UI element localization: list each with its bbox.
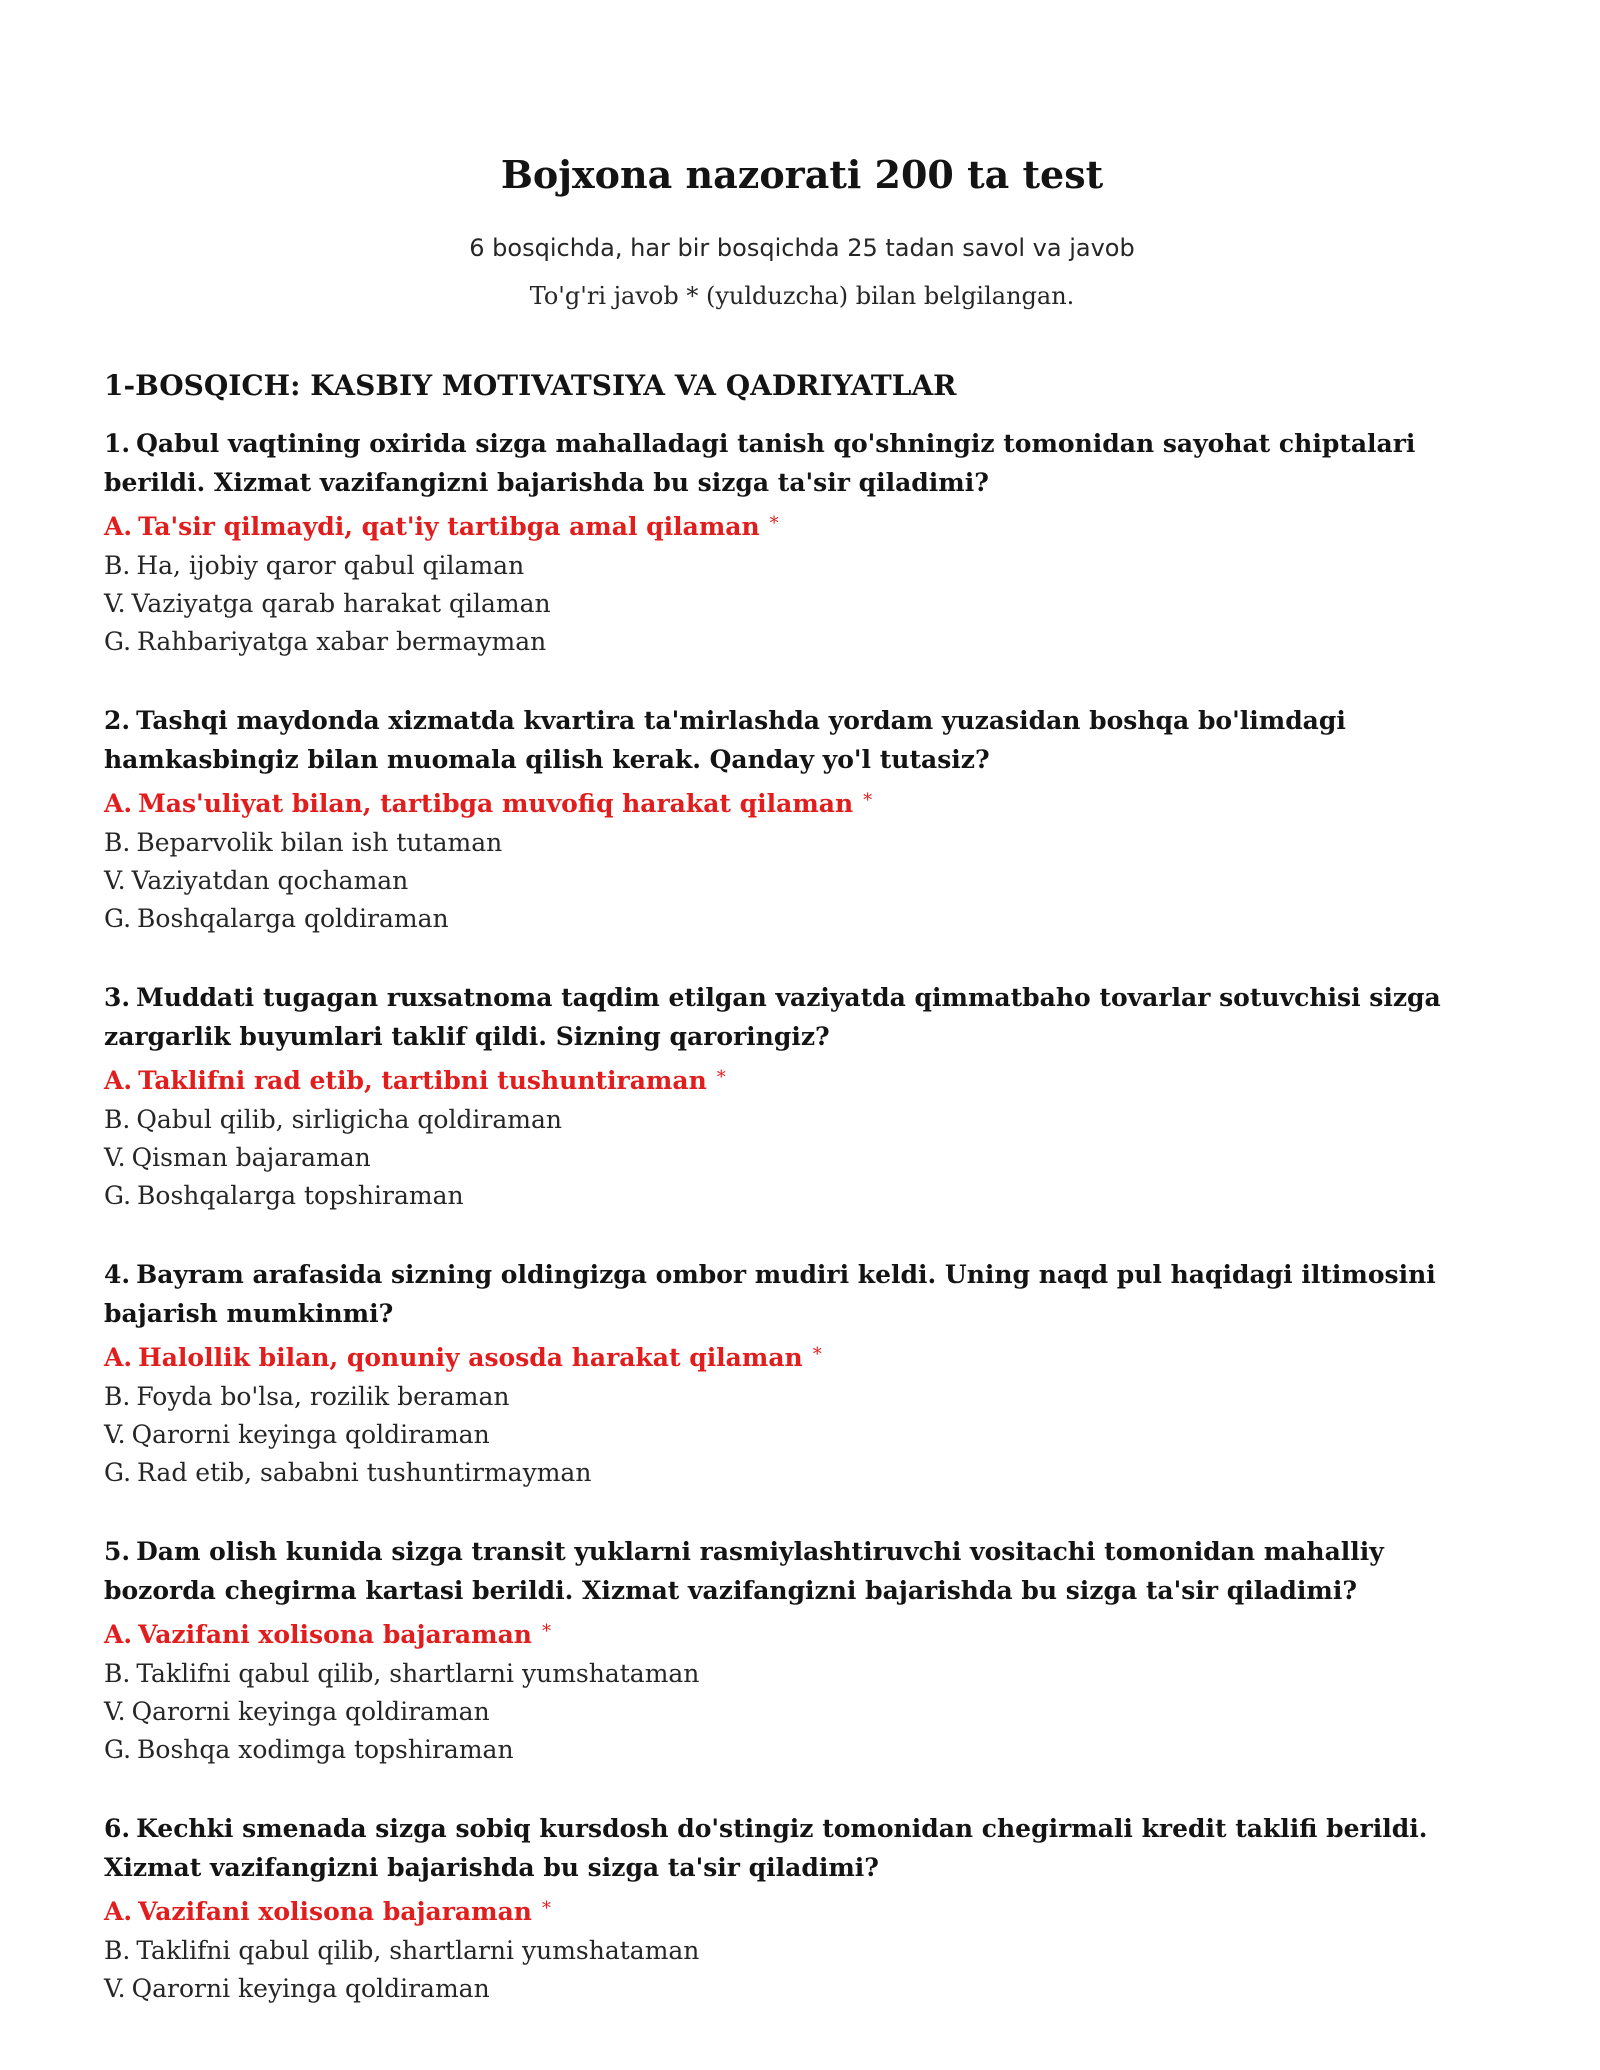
correct-answer-option bbox=[104, 1058, 1500, 1101]
correct-mark-asterisk: * bbox=[716, 1067, 726, 1088]
answer-option bbox=[104, 862, 1500, 900]
correct-answer-option bbox=[104, 1612, 1500, 1655]
answer-option bbox=[104, 623, 1500, 661]
option-letter: G. bbox=[104, 904, 132, 933]
answer-option bbox=[104, 1970, 1500, 2008]
option-letter: V. bbox=[104, 1420, 126, 1449]
option-text: Qarorni keyinga qoldiraman bbox=[131, 1420, 490, 1449]
option-letter: A. bbox=[104, 789, 133, 818]
question-text bbox=[104, 1809, 1500, 1887]
option-text: Boshqa xodimga topshiraman bbox=[137, 1735, 514, 1764]
option-letter: A. bbox=[104, 1620, 133, 1649]
document-header bbox=[104, 148, 1500, 320]
correct-answer-option bbox=[104, 781, 1500, 824]
question-number: 6. bbox=[104, 1814, 131, 1843]
answer-key-note: To'g'ri javob * (yulduzcha) bilan belgilangan. bbox=[529, 282, 1075, 310]
option-letter: A. bbox=[104, 512, 133, 541]
question-body: Bayram arafasida sizning oldingizga ombor mudiri keldi. Uning naqd pul haqidagi iltimosini bajarish mumkinmi? bbox=[104, 1260, 1436, 1328]
option-text: Halollik bilan, qonuniy asosda harakat qilaman bbox=[138, 1343, 803, 1372]
answer-option bbox=[104, 1378, 1500, 1416]
correct-mark-asterisk: * bbox=[541, 1621, 551, 1642]
correct-mark-asterisk: * bbox=[541, 1898, 551, 1919]
question-body: Muddati tugagan ruxsatnoma taqdim etilgan vaziyatda qimmatbaho tovarlar sotuvchisi sizga zargarlik buyumlari taklif qildi. Sizning qaroringiz? bbox=[104, 983, 1441, 1051]
question-text bbox=[104, 424, 1500, 502]
answer-option bbox=[104, 1177, 1500, 1215]
correct-mark-asterisk: * bbox=[863, 790, 873, 811]
option-text: Qabul qilib, sirligicha qoldiraman bbox=[136, 1105, 562, 1134]
correct-answer-option bbox=[104, 1335, 1500, 1378]
option-text: Foyda bo'lsa, rozilik beraman bbox=[136, 1382, 510, 1411]
correct-answer-option bbox=[104, 504, 1500, 547]
option-letter: A. bbox=[104, 1343, 133, 1372]
option-text: Mas'uliyat bilan, tartibga muvofiq harakat qilaman bbox=[138, 789, 854, 818]
option-letter: G. bbox=[104, 1181, 132, 1210]
answer-option bbox=[104, 547, 1500, 585]
option-text: Vaziyatga qarab harakat qilaman bbox=[131, 589, 551, 618]
option-text: Boshqalarga qoldiraman bbox=[137, 904, 449, 933]
option-text: Vazifani xolisona bajaraman bbox=[138, 1620, 532, 1649]
correct-mark-asterisk: * bbox=[812, 1344, 822, 1365]
answer-option bbox=[104, 1454, 1500, 1492]
question-body: Tashqi maydonda xizmatda kvartira ta'mirlashda yordam yuzasidan boshqa bo'limdagi hamkasbingiz bilan muomala qilish kerak. Qanday yo'l tutasiz? bbox=[104, 706, 1346, 774]
option-letter: V. bbox=[104, 1143, 126, 1172]
option-text: Vazifani xolisona bajaraman bbox=[138, 1897, 532, 1926]
correct-answer-option bbox=[104, 1889, 1500, 1932]
option-text: Qarorni keyinga qoldiraman bbox=[131, 1697, 490, 1726]
answer-option bbox=[104, 1416, 1500, 1454]
question-6 bbox=[104, 1809, 1500, 2008]
option-letter: B. bbox=[104, 1659, 131, 1688]
option-text: Taklifni qabul qilib, shartlarni yumshataman bbox=[136, 1659, 700, 1688]
answer-option bbox=[104, 900, 1500, 938]
option-letter: G. bbox=[104, 627, 132, 656]
answer-option bbox=[104, 585, 1500, 623]
option-letter: V. bbox=[104, 1697, 126, 1726]
option-letter: B. bbox=[104, 1105, 131, 1134]
question-body: Kechki smenada sizga sobiq kursdosh do'stingiz tomonidan chegirmali kredit taklifi berildi. Xizmat vazifangizni bajarishda bu sizga ta'sir qiladimi? bbox=[104, 1814, 1428, 1882]
document-subtitle: 6 bosqichda, har bir bosqichda 25 tadan savol va javob bbox=[469, 234, 1135, 262]
answer-option bbox=[104, 1693, 1500, 1731]
question-text bbox=[104, 701, 1500, 779]
document-title: Bojxona nazorati 200 ta test bbox=[500, 152, 1104, 197]
option-text: Rad etib, sababni tushuntirmayman bbox=[137, 1458, 592, 1487]
option-text: Taklifni rad etib, tartibni tushuntiraman bbox=[138, 1066, 707, 1095]
option-letter: B. bbox=[104, 828, 131, 857]
answer-option bbox=[104, 824, 1500, 862]
answer-option bbox=[104, 1139, 1500, 1177]
option-text: Ta'sir qilmaydi, qat'iy tartibga amal qilaman bbox=[138, 512, 760, 541]
option-text: Ha, ijobiy qaror qabul qilaman bbox=[136, 551, 525, 580]
question-number: 2. bbox=[104, 706, 131, 735]
question-number: 1. bbox=[104, 429, 131, 458]
option-letter: V. bbox=[104, 866, 126, 895]
option-letter: A. bbox=[104, 1066, 133, 1095]
question-text bbox=[104, 1255, 1500, 1333]
answer-option bbox=[104, 1655, 1500, 1693]
question-2 bbox=[104, 701, 1500, 938]
answer-option bbox=[104, 1101, 1500, 1139]
question-3 bbox=[104, 978, 1500, 1215]
option-letter: B. bbox=[104, 551, 131, 580]
question-text bbox=[104, 978, 1500, 1056]
option-text: Qarorni keyinga qoldiraman bbox=[131, 1974, 490, 2003]
question-5 bbox=[104, 1532, 1500, 1769]
question-text bbox=[104, 1532, 1500, 1610]
answer-option bbox=[104, 1731, 1500, 1769]
section-heading: 1-BOSQICH: KASBIY MOTIVATSIYA VA QADRIYATLAR bbox=[104, 369, 957, 402]
option-text: Taklifni qabul qilib, shartlarni yumshataman bbox=[136, 1936, 700, 1965]
question-body: Qabul vaqtining oxirida sizga mahalladagi tanish qo'shningiz tomonidan sayohat chiptalari berildi. Xizmat vazifangizni bajarishda bu sizga ta'sir qiladimi? bbox=[104, 429, 1416, 497]
option-text: Vaziyatdan qochaman bbox=[131, 866, 409, 895]
question-4 bbox=[104, 1255, 1500, 1492]
question-body: Dam olish kunida sizga transit yuklarni rasmiylashtiruvchi vositachi tomonidan mahalliy bozorda chegirma kartasi berildi. Xizmat vazifangizni bajarishda bu sizga ta'sir qiladimi? bbox=[104, 1537, 1384, 1605]
option-letter: A. bbox=[104, 1897, 133, 1926]
option-text: Beparvolik bilan ish tutaman bbox=[136, 828, 503, 857]
option-text: Qisman bajaraman bbox=[131, 1143, 371, 1172]
option-letter: B. bbox=[104, 1382, 131, 1411]
question-number: 3. bbox=[104, 983, 131, 1012]
option-letter: B. bbox=[104, 1936, 131, 1965]
option-text: Rahbariyatga xabar bermayman bbox=[137, 627, 547, 656]
question-number: 4. bbox=[104, 1260, 131, 1289]
option-letter: G. bbox=[104, 1735, 132, 1764]
correct-mark-asterisk: * bbox=[769, 513, 779, 534]
option-letter: V. bbox=[104, 1974, 126, 2003]
option-letter: G. bbox=[104, 1458, 132, 1487]
answer-option bbox=[104, 1932, 1500, 1970]
option-letter: V. bbox=[104, 589, 126, 618]
question-1 bbox=[104, 424, 1500, 661]
question-number: 5. bbox=[104, 1537, 131, 1566]
option-text: Boshqalarga topshiraman bbox=[137, 1181, 464, 1210]
